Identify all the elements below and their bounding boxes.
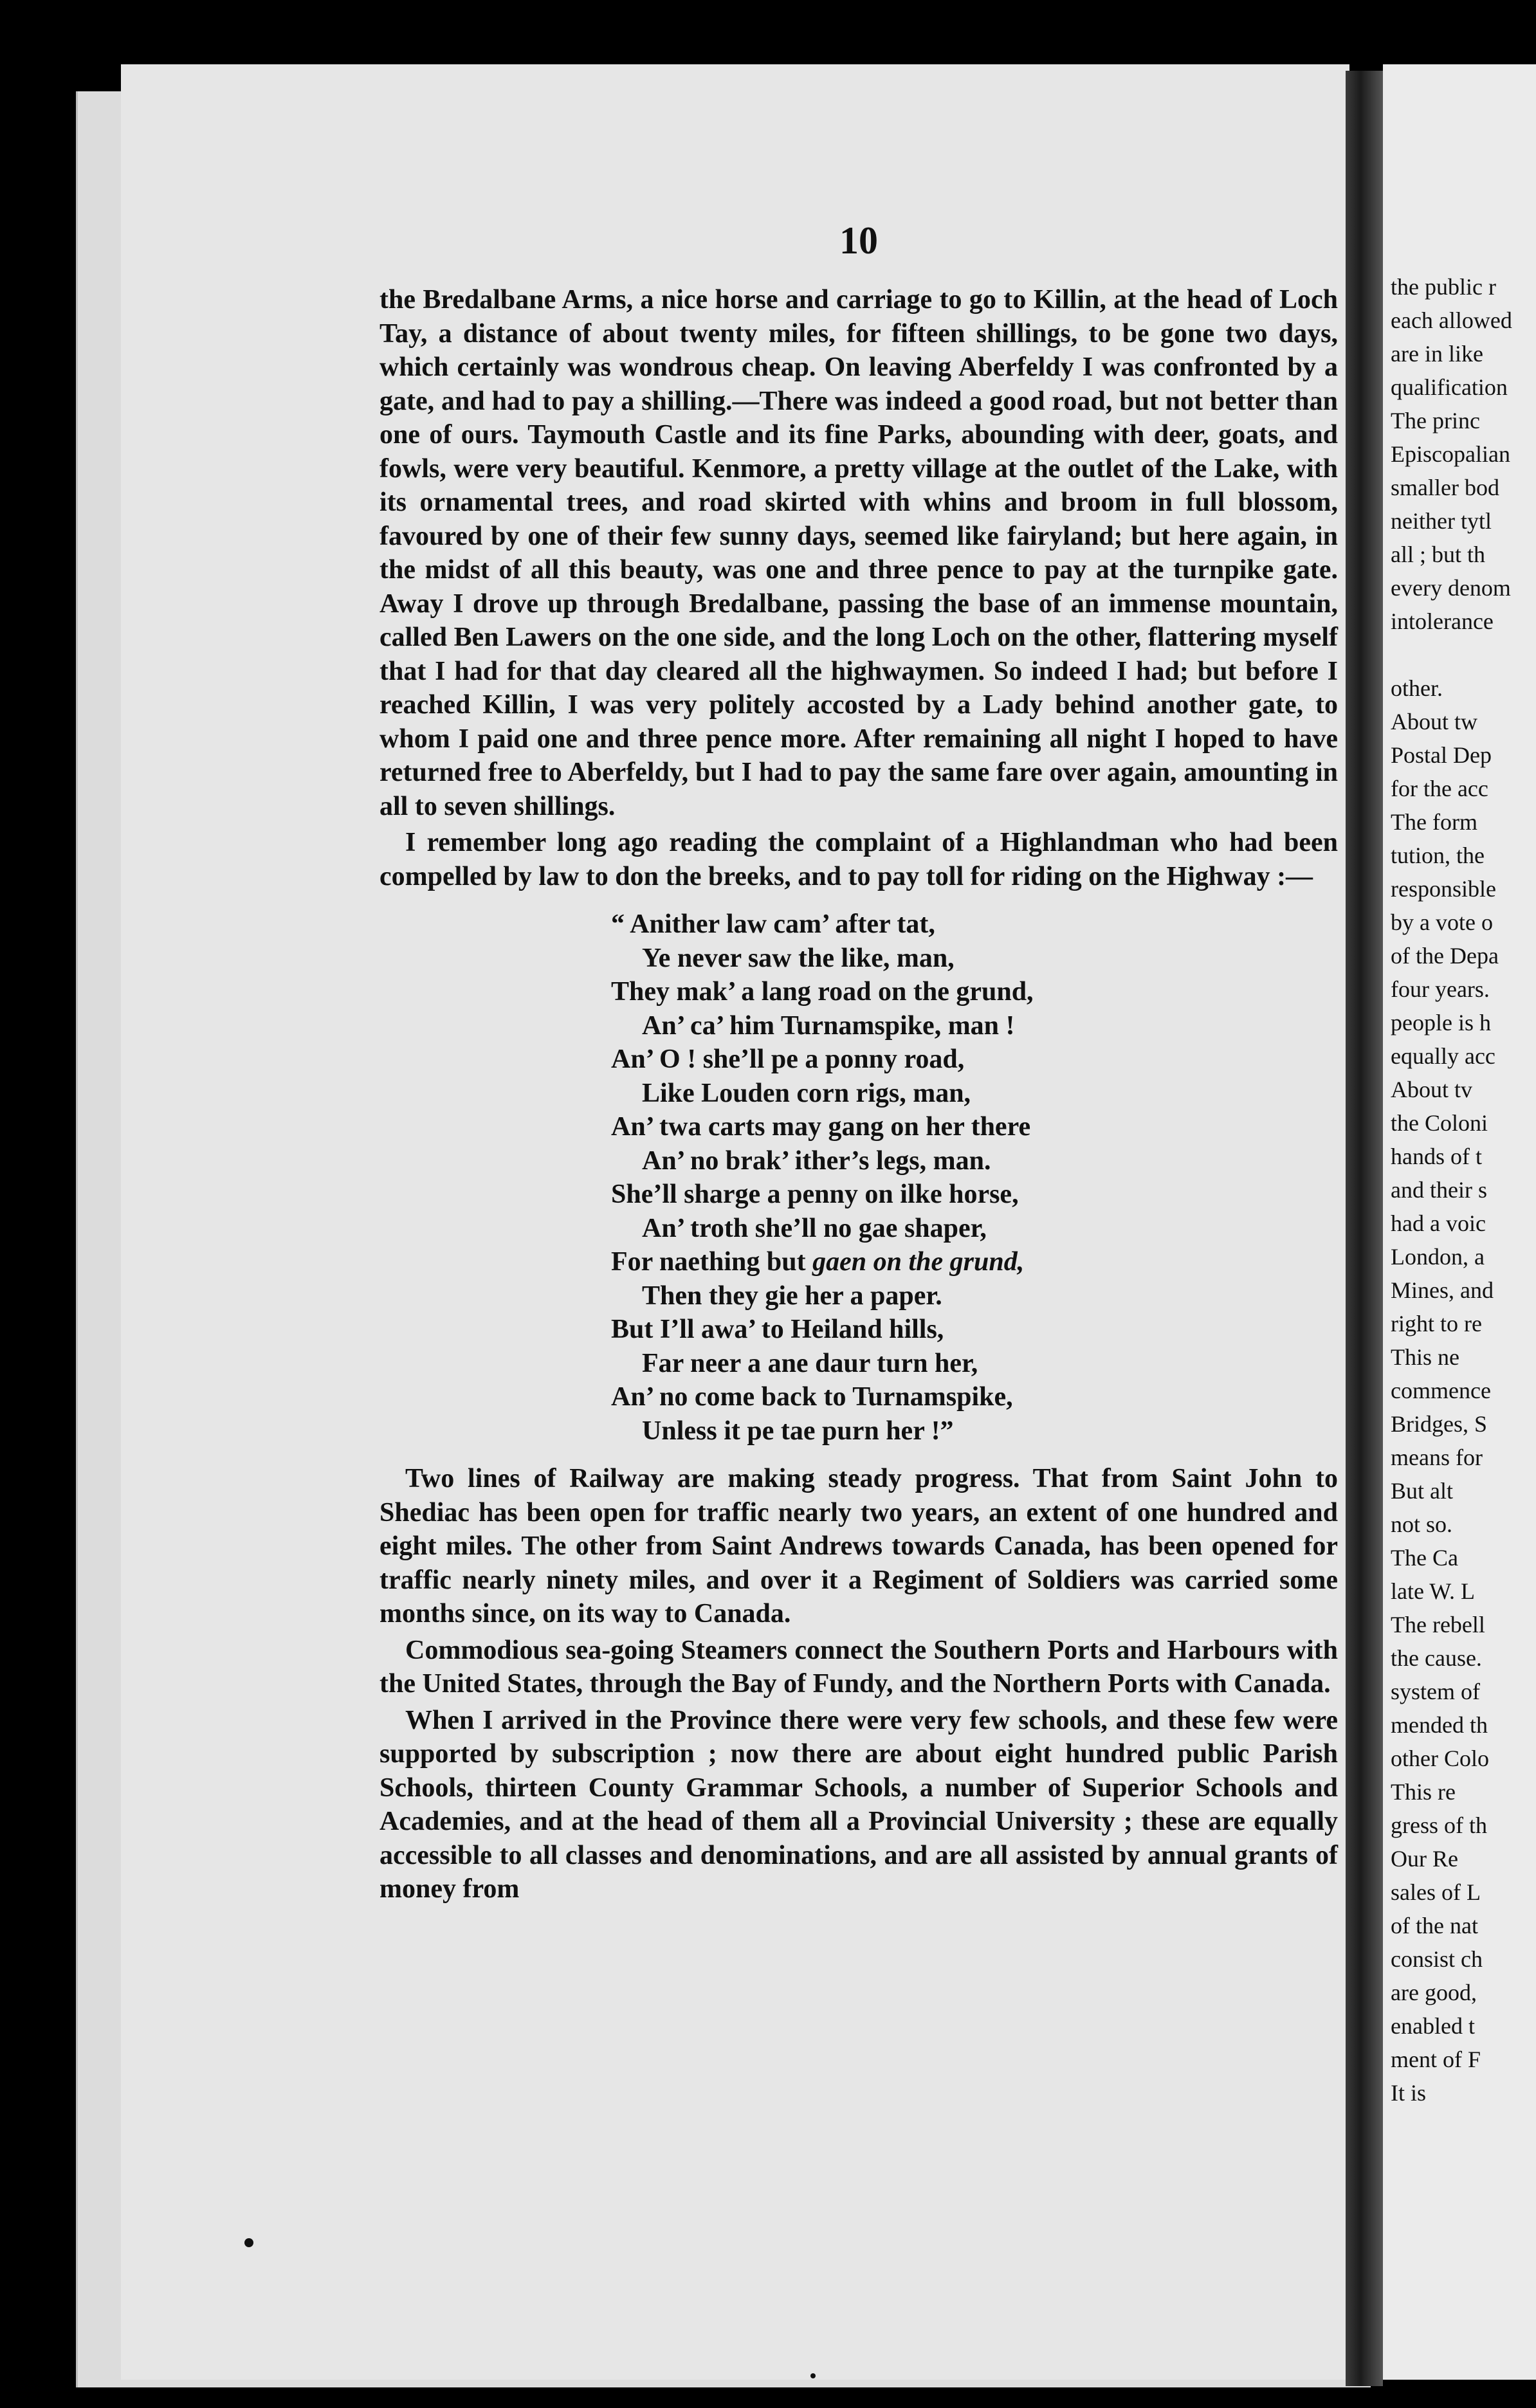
- paragraph: Commodious sea-going Steamers connect the Southern Ports and Harbours with the United States, through the Bay of Fundy, and the Northern Ports with Canada.: [379, 1635, 1338, 1699]
- next-page-line: London, a: [1391, 1244, 1485, 1270]
- next-page-line: hands of t: [1391, 1144, 1482, 1169]
- next-page-line: people is h: [1391, 1010, 1491, 1035]
- page-number: 10: [839, 219, 878, 262]
- next-page-line: enabled t: [1391, 2013, 1475, 2039]
- poem-line: [611, 1245, 1338, 1279]
- next-page-line: late W. L: [1391, 1578, 1475, 1604]
- paragraph: the Bredalbane Arms, a nice horse and carriage to go to Killin, at the head of Loch Tay, a distance of about twenty miles, for fifteen shillings, to be gone two days, which certainly was wondrous cheap. On leaving Aberfeldy I was confronted by a gate, and had to pay a shilling.—There was indeed a good road, but not better than one of ours. Taymouth Castle and its fine Parks, abounding with deer, goats, and fowls, were very beautiful. Kenmore, a pretty village at the outlet of the Lake, with its ornamental trees, and road skirted with whins and broom in full blossom, favoured by one of their few sunny days, seemed like fairyland; but here again, in the midst of all this beauty, was one and three pence to pay at the turnpike gate. Away I drove up through Bredalbane, passing the base of an immense mountain, called Ben Lawers on the one side, and the long Loch on the other, flattering myself that I had for that day cleared all the highwaymen. So indeed I had; but before I reached Killin, I was very politely accosted by a Lady behind another gate, to whom I paid one and three pence more. After remaining all night I hoped to have returned free to Aberfeldy, but I had to pay the same fare over again, amounting in all to seven shillings.: [379, 285, 1338, 821]
- next-page-line: smaller bod: [1391, 475, 1499, 500]
- poem-line: An’ no brak’ ither’s legs, man.: [642, 1145, 991, 1176]
- next-page-line: the cause.: [1391, 1645, 1482, 1671]
- poem-line: They mak’ a lang road on the grund,: [611, 977, 1034, 1007]
- next-page-line: Mines, and: [1391, 1277, 1494, 1303]
- body-text: [379, 283, 1338, 1906]
- next-page-line: Bridges, S: [1391, 1411, 1488, 1437]
- next-page-line: The rebell: [1391, 1612, 1485, 1637]
- poem-line: An’ troth she’ll no gae shaper,: [642, 1213, 987, 1243]
- next-page-line: This ne: [1391, 1344, 1459, 1370]
- next-page-line: of the nat: [1391, 1913, 1478, 1938]
- poem-line: Ye never saw the like, man,: [642, 943, 955, 973]
- next-page-line: equally acc: [1391, 1043, 1495, 1069]
- next-page-line: means for: [1391, 1445, 1483, 1470]
- poem-line-text: For naething but: [611, 1247, 806, 1277]
- poem-line: She’ll sharge a penny on ilke horse,: [611, 1180, 1019, 1209]
- next-page-line: other Colo: [1391, 1746, 1489, 1771]
- poem-line: An’ O ! she’ll pe a ponny road,: [611, 1044, 965, 1074]
- ink-speck: [244, 2238, 253, 2247]
- next-page-line: intolerance: [1391, 608, 1494, 634]
- next-page-line: responsible: [1391, 876, 1496, 902]
- next-page-line: gress of th: [1391, 1812, 1487, 1838]
- next-page-line: the Coloni: [1391, 1110, 1488, 1136]
- next-page-line: qualification: [1391, 374, 1508, 400]
- next-page-line: [1391, 638, 1536, 671]
- next-page-line: ment of F: [1391, 2047, 1481, 2072]
- poem-line: Unless it pe tae purn her !”: [642, 1416, 954, 1446]
- poem-line-italic: gaen on the grund,: [812, 1247, 1025, 1277]
- next-page-line: are in like: [1391, 341, 1483, 367]
- next-page-line: right to re: [1391, 1311, 1482, 1336]
- poem-line: Far neer a ane daur turn her,: [642, 1348, 978, 1378]
- next-page-line: Episcopalian: [1391, 441, 1510, 467]
- poem-line: “ Anither law cam’ after tat,: [611, 909, 935, 939]
- ink-speck: [810, 2373, 816, 2378]
- next-page-line: Postal Dep: [1391, 742, 1492, 768]
- poem-line: Then they gie her a paper.: [642, 1281, 942, 1311]
- paragraph: When I arrived in the Province there were very few schools, and these few were supported by subscription ; now there are about eight hundred public Parish Schools, thirteen County Grammar Schools, a number of Superior Schools and Academies, and at the head of them all a Provincial University ; these are equally accessible to all classes and denominations, and are all assisted by annual grants of money from: [379, 1705, 1338, 1904]
- next-page-line: other.: [1391, 675, 1443, 701]
- paragraph: I remember long ago reading the complaint of a Highlandman who had been compelled by law to don the breeks, and to pay toll for riding on the Highway :—: [379, 828, 1338, 891]
- next-page-line: But alt: [1391, 1478, 1453, 1504]
- next-page-line: neither tytl: [1391, 508, 1492, 534]
- next-page-line: About tw: [1391, 709, 1477, 734]
- next-page-line: The Ca: [1391, 1545, 1458, 1571]
- next-page-line: are good,: [1391, 1980, 1477, 2005]
- next-page-line: consist ch: [1391, 1946, 1483, 1972]
- next-page-line: by a vote o: [1391, 909, 1493, 935]
- next-page-line: About tv: [1391, 1077, 1473, 1102]
- paragraph: Two lines of Railway are making steady progress. That from Saint John to Shediac has been open for traffic nearly two years, an extent of one hundred and eight miles. The other from Saint Andrews towards Canada, has been opened for traffic nearly ninety miles, and over it a Regiment of Soldiers was carried some months since, on its way to Canada.: [379, 1464, 1338, 1628]
- next-page-line: tution, the: [1391, 843, 1485, 868]
- next-page-line: each allowed: [1391, 307, 1512, 333]
- next-page-line: The princ: [1391, 408, 1480, 433]
- poem: [611, 908, 1338, 1448]
- next-page-line: not so.: [1391, 1511, 1453, 1537]
- next-page-line: four years.: [1391, 976, 1490, 1002]
- poem-line: An’ twa carts may gang on her there: [611, 1112, 1031, 1142]
- next-page-line: It is: [1391, 2080, 1427, 2106]
- page-gutter: [1346, 71, 1383, 2386]
- next-page-line: sales of L: [1391, 1879, 1481, 1905]
- next-page-line: had a voic: [1391, 1210, 1486, 1236]
- next-page-line: and their s: [1391, 1177, 1487, 1203]
- poem-line: But I’ll awa’ to Heiland hills,: [611, 1315, 944, 1344]
- next-page-line: all ; but th: [1391, 542, 1485, 567]
- next-page-line: This re: [1391, 1779, 1456, 1805]
- next-page-line: commence: [1391, 1378, 1491, 1403]
- next-page-line: every denom: [1391, 575, 1511, 601]
- next-page-line: system of: [1391, 1679, 1480, 1704]
- poem-line: Like Louden corn rigs, man,: [642, 1078, 971, 1108]
- poem-line: An’ ca’ him Turnamspike, man !: [642, 1010, 1015, 1041]
- next-page-line: Our Re: [1391, 1846, 1458, 1872]
- poem-line: An’ no come back to Turnamspike,: [611, 1382, 1013, 1412]
- next-page-line: The form: [1391, 809, 1477, 835]
- next-page-line: of the Depa: [1391, 943, 1499, 969]
- next-page-line: mended th: [1391, 1712, 1488, 1738]
- next-page-line: the public r: [1391, 274, 1496, 300]
- next-page-line: for the acc: [1391, 776, 1488, 801]
- next-page-text: [1391, 270, 1536, 2110]
